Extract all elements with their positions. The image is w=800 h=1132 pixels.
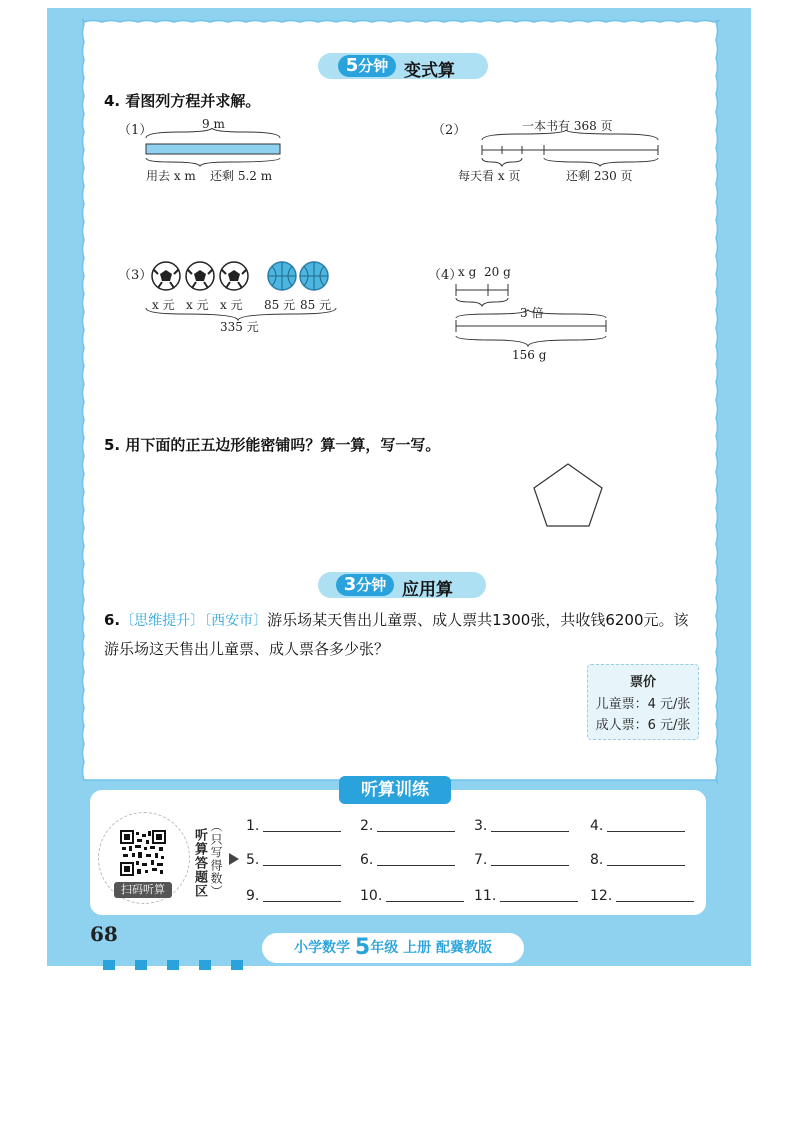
page-number: 68: [90, 922, 118, 946]
q4-p3-x2: x 元: [186, 298, 209, 312]
answer-blank-number: 6.: [360, 852, 374, 868]
price-child: 儿童票：4 元/张: [595, 697, 691, 712]
answer-line[interactable]: [386, 900, 464, 902]
section1-title: 变式算: [404, 61, 455, 81]
qr-scan-label[interactable]: 扫码听算: [114, 882, 172, 898]
answer-blank-number: 1.: [246, 818, 260, 834]
price-adult: 成人票：6 元/张: [595, 718, 691, 733]
answer-blank-7[interactable]: [474, 852, 569, 868]
q4-p3-b2: 85 元: [300, 298, 332, 312]
q4-p2-diagram: [478, 130, 663, 170]
q4-p1-used: 用去 x m: [146, 169, 196, 183]
footer-volume: 上册: [403, 940, 432, 956]
q4-p3-total: 335 元: [220, 320, 259, 334]
pentagon-shape: [530, 460, 606, 530]
q6-tag-city: 〔西安市〕: [204, 613, 268, 629]
q4-prompt: 4. 看图列方程并求解。: [104, 92, 261, 110]
q6-line2: 游乐场这天售出儿童票、成人票各多少张？: [104, 640, 390, 658]
answer-line[interactable]: [491, 830, 569, 832]
q4-p2-label: （2）: [432, 123, 467, 138]
q4-p3-x3: x 元: [220, 298, 243, 312]
answer-line[interactable]: [616, 900, 694, 902]
q4-p1-diagram: [140, 128, 290, 168]
soccer-ball-icon: [220, 262, 248, 290]
section2-title: 应用算: [402, 580, 453, 600]
q4-p3-label: （3）: [118, 268, 153, 283]
q4-p2-total: 一本书有 368 页: [522, 119, 613, 133]
answer-blank-4[interactable]: [590, 818, 685, 834]
q4-p1-label: （1）: [118, 123, 153, 138]
answer-blank-number: 7.: [474, 852, 488, 868]
q4-p3-x1: x 元: [152, 298, 175, 312]
basketball-icon: [300, 262, 328, 290]
answer-line[interactable]: [377, 830, 455, 832]
section1-badge: 5分钟: [338, 55, 396, 77]
answer-line[interactable]: [263, 830, 341, 832]
q6-number: 6.: [104, 611, 121, 629]
answer-blank-12[interactable]: [590, 888, 694, 904]
q4-p3-b1: 85 元: [264, 298, 296, 312]
q4-p4-total: 156 g: [512, 348, 547, 362]
q5-prompt: 5. 用下面的正五边形能密铺吗？算一算，写一写。: [104, 436, 441, 454]
q4-p4-label: （4）: [428, 268, 463, 283]
footer-ticks: [103, 955, 263, 974]
answer-blank-11[interactable]: [474, 888, 578, 904]
ticket-price-box: [587, 664, 699, 740]
answer-line[interactable]: [263, 864, 341, 866]
answer-line[interactable]: [377, 864, 455, 866]
q4-p4-20g: 20 g: [484, 265, 511, 279]
answer-blank-9[interactable]: [246, 888, 341, 904]
answer-line[interactable]: [263, 900, 341, 902]
answer-blank-5[interactable]: [246, 852, 341, 868]
answer-line[interactable]: [500, 900, 578, 902]
answer-blank-number: 2.: [360, 818, 374, 834]
answer-blank-2[interactable]: [360, 818, 455, 834]
basketball-icon: [268, 262, 296, 290]
q4-p2-left: 还剩 230 页: [566, 169, 633, 183]
answer-blank-number: 3.: [474, 818, 488, 834]
q6-tag-thinking: 〔思维提升〕: [120, 613, 205, 629]
soccer-ball-icon: [152, 262, 180, 290]
answer-line[interactable]: [607, 830, 685, 832]
q4-p4-times: 3 倍: [520, 306, 544, 320]
q4-p1-left: 还剩 5.2 m: [210, 169, 273, 183]
answer-blank-number: 8.: [590, 852, 604, 868]
q4-p4-xg: x g: [458, 265, 477, 279]
price-heading: 票价: [629, 675, 656, 690]
footer-banner: [262, 933, 524, 963]
answer-blank-number: 4.: [590, 818, 604, 834]
q4-p1-total: 9 m: [202, 117, 225, 131]
footer-subject: 小学数学: [294, 940, 351, 956]
footer-edition: 配冀教版: [435, 940, 492, 956]
footer-grade: 年级: [370, 940, 399, 956]
answer-line[interactable]: [607, 864, 685, 866]
answer-blank-8[interactable]: [590, 852, 685, 868]
answer-blank-number: 10.: [360, 888, 383, 904]
soccer-ball-icon: [186, 262, 214, 290]
answer-blank-number: 9.: [246, 888, 260, 904]
q4-p4-diagram: [452, 278, 612, 350]
section2-badge: 3分钟: [336, 574, 394, 596]
answer-blank-number: 11.: [474, 888, 497, 904]
answer-blank-1[interactable]: [246, 818, 341, 834]
answer-blank-3[interactable]: [474, 818, 569, 834]
footer-grade-number: 5: [354, 935, 371, 960]
listening-title: 听算训练: [339, 776, 451, 804]
answer-blank-6[interactable]: [360, 852, 455, 868]
qr-code-icon[interactable]: [120, 830, 166, 876]
answer-blank-number: 5.: [246, 852, 260, 868]
q6-text-1: 游乐场某天售出儿童票、成人票共1300张，共收钱6200元。该: [267, 611, 689, 629]
arrow-right-icon: [228, 852, 240, 866]
q4-p2-daily: 每天看 x 页: [458, 169, 521, 183]
answer-line[interactable]: [491, 864, 569, 866]
q6-line1: [104, 609, 689, 630]
answer-area-note: （只写得数）: [209, 820, 223, 898]
answer-blank-10[interactable]: [360, 888, 464, 904]
answer-blank-number: 12.: [590, 888, 613, 904]
answer-area-label: 听算答题区: [192, 828, 207, 898]
q4-p3-balls: [148, 260, 338, 296]
